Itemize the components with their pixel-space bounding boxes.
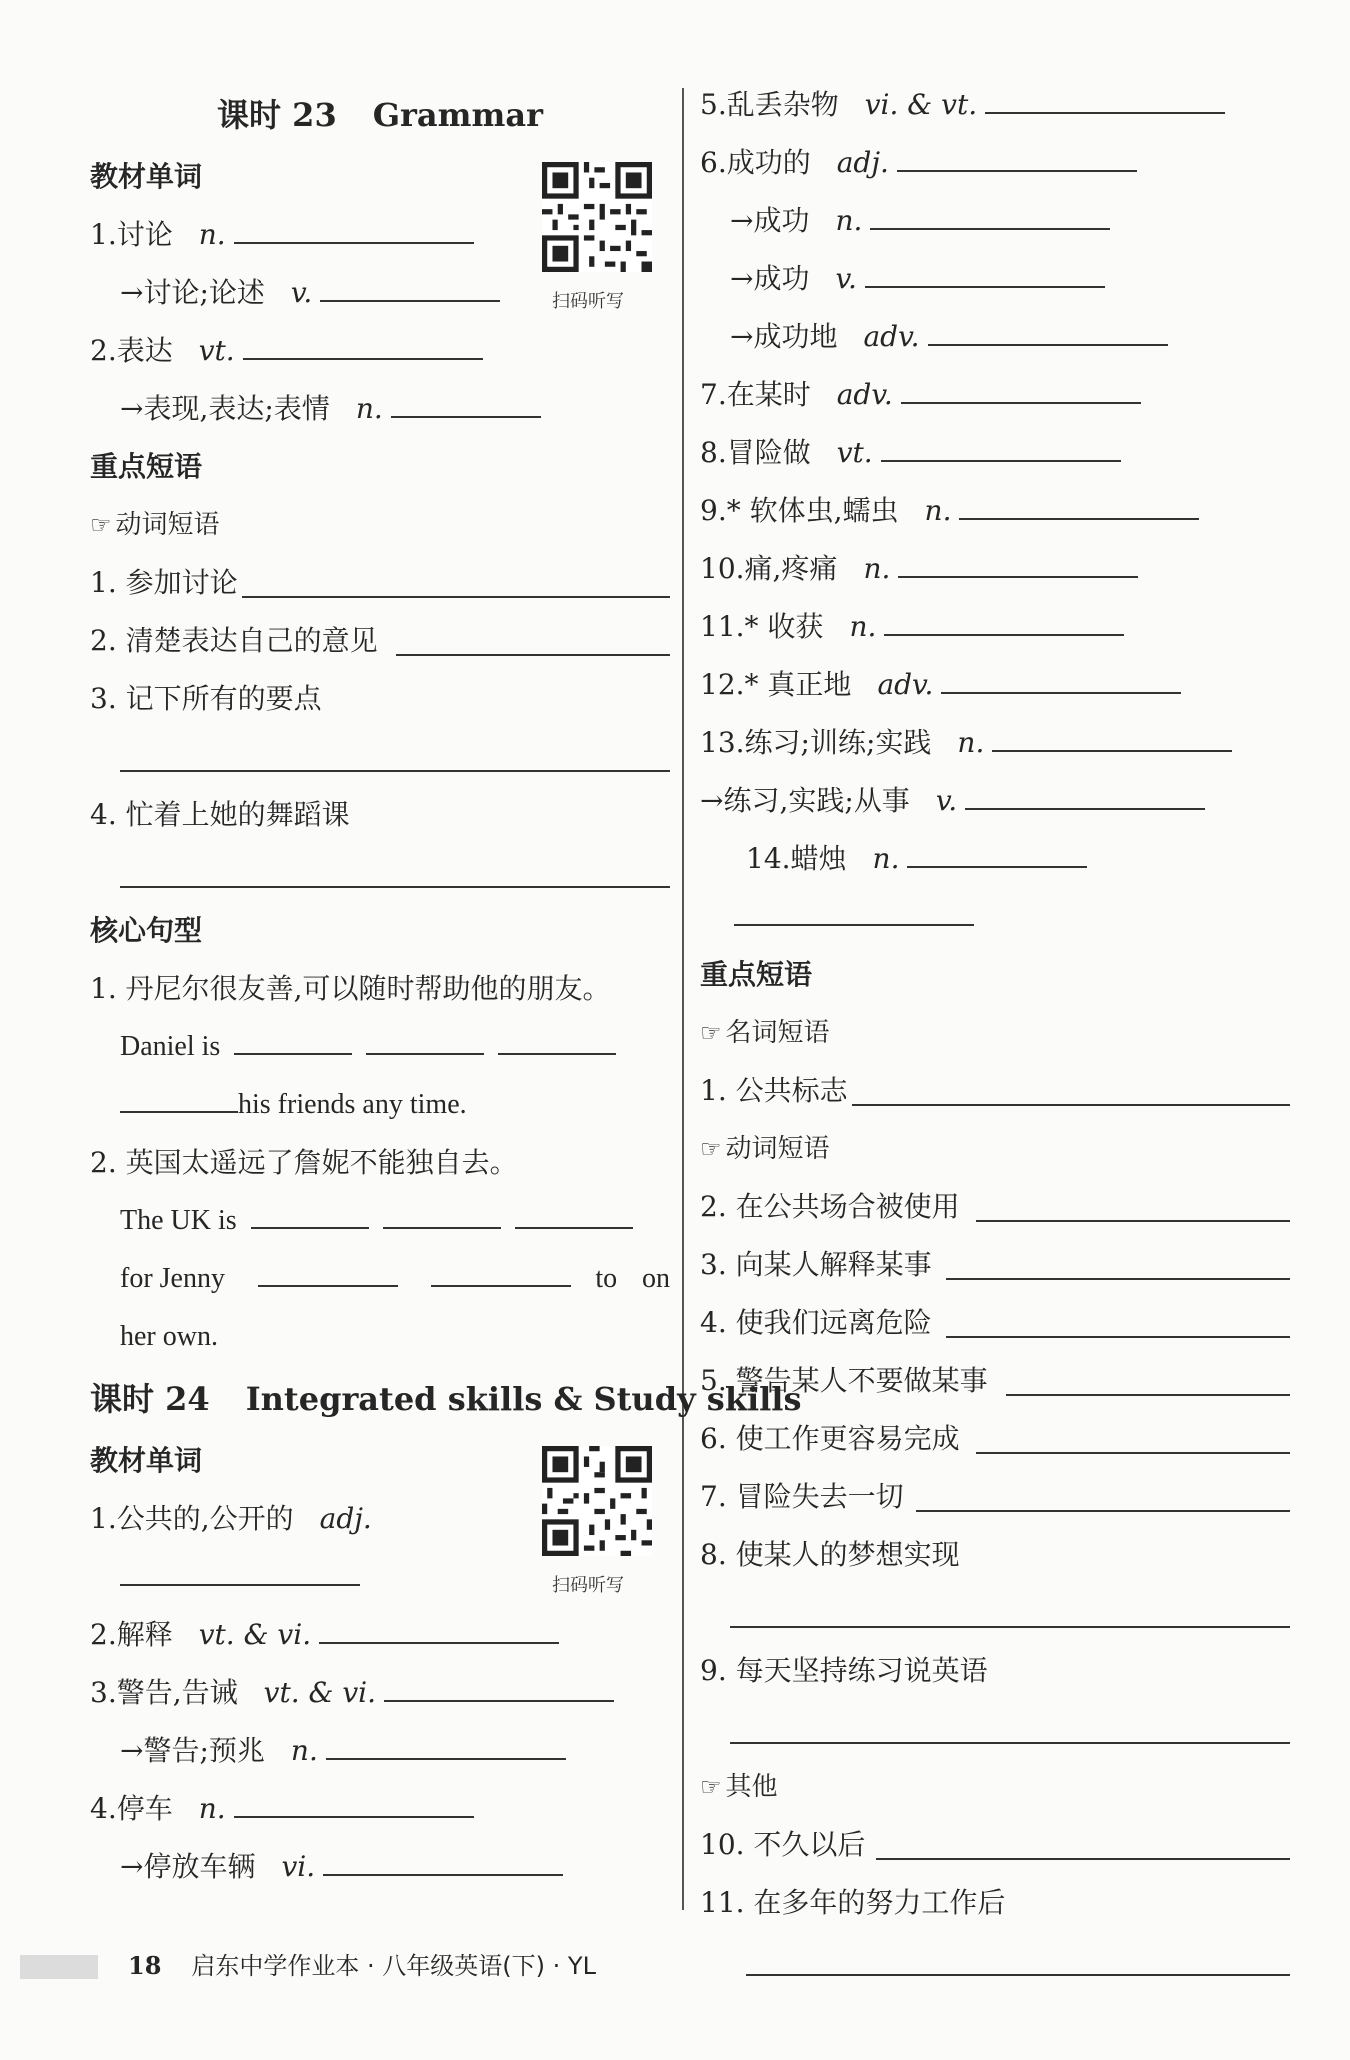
answer-blank[interactable] <box>734 894 974 926</box>
answer-blank[interactable] <box>730 1626 1290 1628</box>
footer-decor-bar <box>20 1955 98 1979</box>
qr-caption: 扫码听写 <box>552 291 624 312</box>
sentence-answer-line: for Jenny to on <box>90 1250 670 1308</box>
vocab-item: 9.* 软体虫,蠕虫 n. <box>700 482 1290 540</box>
book-title: 启东中学作业本 · 八年级英语(下) · YL <box>191 1952 596 1980</box>
vocab-item: 1.公共的,公开的 adj. <box>90 1502 372 1535</box>
answer-blank[interactable] <box>865 256 1105 288</box>
vocab-item: 2.表达 vt. <box>90 322 670 380</box>
answer-blank[interactable] <box>976 1452 1290 1454</box>
answer-blank[interactable] <box>965 778 1205 810</box>
phrase-item: 4. 忙着上她的舞蹈课 <box>90 798 350 831</box>
vocab-item: →表现,表达;表情 n. <box>90 380 670 438</box>
sentence-prompt: 2. 英国太遥远了詹妮不能独自去。 <box>90 1146 518 1179</box>
answer-blank[interactable] <box>242 596 670 598</box>
phrase-item: 7. 冒险失去一切 <box>700 1468 1290 1526</box>
phrase-item: 5. 警告某人不要做某事 <box>700 1352 1290 1410</box>
answer-blank[interactable] <box>383 1197 501 1229</box>
noun-phrase-label: ☞ 名词短语 <box>700 1018 830 1048</box>
sentence-section-title: 核心句型 <box>90 914 203 947</box>
answer-blank[interactable] <box>258 1255 398 1287</box>
sentence-answer-line: his friends any time. <box>90 1076 670 1134</box>
sentence-answer-line: her own. <box>120 1321 218 1352</box>
vocab-item: 7.在某时 adv. <box>700 366 1290 424</box>
answer-blank[interactable] <box>384 1670 614 1702</box>
phrase-section-title: 重点短语 <box>90 450 203 483</box>
answer-blank[interactable] <box>852 1104 1290 1106</box>
vocab-item: →警告;预兆 n. <box>90 1722 670 1780</box>
other-label: ☞ 其他 <box>700 1772 778 1802</box>
vocab-item: 11.* 收获 n. <box>700 598 1290 656</box>
lesson-23-title: 课时 23 Grammar <box>217 96 543 134</box>
answer-blank[interactable] <box>120 886 670 888</box>
answer-blank[interactable] <box>1006 1394 1290 1396</box>
vocab-item: →停放车辆 vi. <box>90 1838 670 1896</box>
answer-blank[interactable] <box>326 1728 566 1760</box>
phrase-item: 9. 每天坚持练习说英语 <box>700 1654 988 1687</box>
vocab-section-title: 教材单词 <box>90 1444 203 1477</box>
qr-caption: 扫码听写 <box>552 1575 624 1596</box>
phrase-item: 3. 记下所有的要点 <box>90 682 322 715</box>
pointing-hand-icon: ☞ <box>700 1773 722 1801</box>
answer-blank[interactable] <box>959 488 1199 520</box>
answer-blank[interactable] <box>870 198 1110 230</box>
phrase-item: 2. 清楚表达自己的意见 <box>90 612 670 670</box>
answer-line <box>90 1548 670 1606</box>
vocab-item: 5.乱丢杂物 vi. & vt. <box>700 76 1290 134</box>
pointing-hand-icon: ☞ <box>90 511 112 539</box>
answer-blank[interactable] <box>907 836 1087 868</box>
verb-phrase-label: ☞ 动词短语 <box>700 1134 830 1164</box>
answer-blank[interactable] <box>319 1612 559 1644</box>
answer-blank[interactable] <box>884 604 1124 636</box>
phrase-item: 3. 向某人解释某事 <box>700 1236 1290 1294</box>
vocab-section-title: 教材单词 <box>90 160 203 193</box>
answer-blank[interactable] <box>234 212 474 244</box>
vocab-item: →成功 n. <box>700 192 1290 250</box>
phrase-item: 2. 在公共场合被使用 <box>700 1178 1290 1236</box>
answer-blank[interactable] <box>985 82 1225 114</box>
pointing-hand-icon: ☞ <box>700 1019 722 1047</box>
answer-blank[interactable] <box>120 1081 238 1113</box>
answer-blank[interactable] <box>876 1858 1290 1860</box>
phrase-item: 8. 使某人的梦想实现 <box>700 1538 960 1571</box>
vocab-item: 4.停车 n. <box>90 1780 670 1838</box>
phrase-item: 11. 在多年的努力工作后 <box>700 1886 1006 1919</box>
answer-blank[interactable] <box>946 1336 1290 1338</box>
phrase-section-title: 重点短语 <box>700 958 813 991</box>
answer-blank[interactable] <box>366 1023 484 1055</box>
right-column <box>700 76 1290 1990</box>
vocab-item: 13.练习;训练;实践 n. <box>700 714 1290 772</box>
answer-blank[interactable] <box>396 654 670 656</box>
answer-blank[interactable] <box>881 430 1121 462</box>
answer-line <box>700 1584 1290 1642</box>
vocab-item: 1.讨论 n. <box>90 206 670 264</box>
vocab-item: →成功 v. <box>700 250 1290 308</box>
answer-blank[interactable] <box>391 386 541 418</box>
sentence-answer-line: Daniel is <box>90 1018 670 1076</box>
answer-blank[interactable] <box>941 662 1181 694</box>
vocab-item: 14.蜡烛 n. <box>700 830 1290 888</box>
answer-blank[interactable] <box>243 328 483 360</box>
answer-line <box>700 1700 1290 1758</box>
phrase-item: 1. 参加讨论 <box>90 554 670 612</box>
answer-line <box>90 728 670 786</box>
page-number: 18 <box>128 1951 162 1980</box>
answer-line <box>700 1932 1290 1990</box>
vocab-item: 3.警告,告诫 vt. & vi. <box>90 1664 670 1722</box>
answer-blank[interactable] <box>928 314 1168 346</box>
phrase-item: 6. 使工作更容易完成 <box>700 1410 1290 1468</box>
answer-line <box>90 844 670 902</box>
verb-phrase-label: ☞ 动词短语 <box>90 510 220 540</box>
vocab-item: 6.成功的 adj. <box>700 134 1290 192</box>
answer-blank[interactable] <box>431 1255 571 1287</box>
answer-blank[interactable] <box>901 372 1141 404</box>
answer-blank[interactable] <box>897 140 1137 172</box>
answer-blank[interactable] <box>946 1278 1290 1280</box>
vocab-item: →练习,实践;从事 v. <box>700 772 1290 830</box>
answer-blank[interactable] <box>234 1023 352 1055</box>
answer-blank[interactable] <box>976 1220 1290 1222</box>
sentence-answer-line: The UK is <box>90 1192 670 1250</box>
pointing-hand-icon: ☞ <box>700 1135 722 1163</box>
answer-blank[interactable] <box>251 1197 369 1229</box>
page-footer <box>20 1946 596 1986</box>
vocab-item: →讨论;论述 v. <box>90 264 670 322</box>
answer-blank[interactable] <box>120 1554 360 1586</box>
column-divider <box>682 88 684 1910</box>
answer-blank[interactable] <box>120 770 670 772</box>
vocab-item: 2.解释 vt. & vi. <box>90 1606 670 1664</box>
answer-blank[interactable] <box>515 1197 633 1229</box>
phrase-item: 4. 使我们远离危险 <box>700 1294 1290 1352</box>
vocab-item <box>700 888 1290 946</box>
answer-blank[interactable] <box>234 1786 474 1818</box>
vocab-item: 8.冒险做 vt. <box>700 424 1290 482</box>
sentence-prompt: 1. 丹尼尔很友善,可以随时帮助他的朋友。 <box>90 972 611 1005</box>
answer-blank[interactable] <box>730 1742 1290 1744</box>
answer-blank[interactable] <box>746 1974 1290 1976</box>
answer-blank[interactable] <box>498 1023 616 1055</box>
vocab-item: →成功地 adv. <box>700 308 1290 366</box>
answer-blank[interactable] <box>320 270 500 302</box>
answer-blank[interactable] <box>323 1844 563 1876</box>
phrase-item: 1. 公共标志 <box>700 1062 1290 1120</box>
vocab-item: 10.痛,疼痛 n. <box>700 540 1290 598</box>
lesson-24-title: 课时 24 Integrated skills & Study skills <box>90 1380 802 1418</box>
answer-blank[interactable] <box>916 1510 1290 1512</box>
vocab-item: 12.* 真正地 adv. <box>700 656 1290 714</box>
answer-blank[interactable] <box>898 546 1138 578</box>
answer-blank[interactable] <box>992 720 1232 752</box>
phrase-item: 10. 不久以后 <box>700 1816 1290 1874</box>
